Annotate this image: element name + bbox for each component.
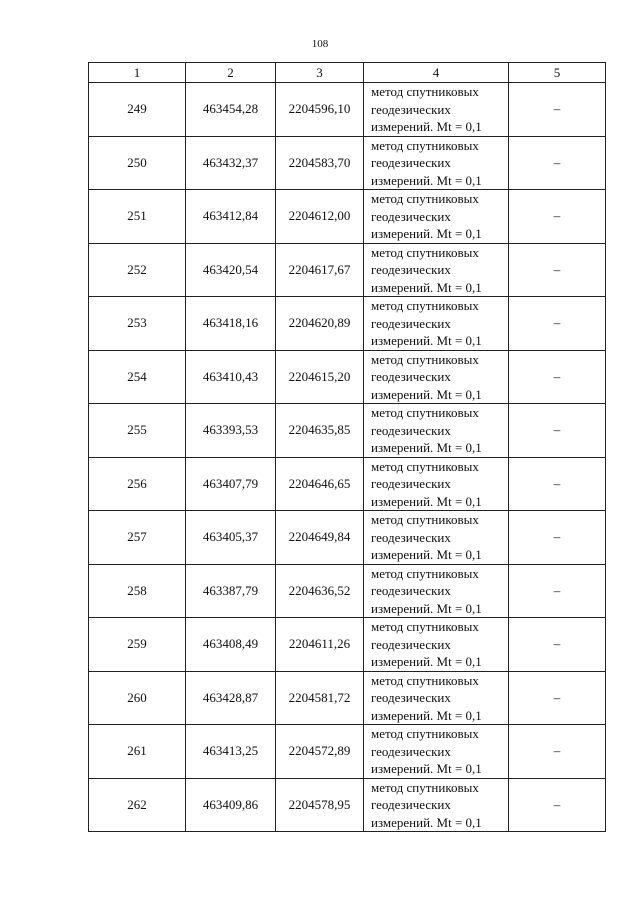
header-col-2: 2 xyxy=(186,63,276,83)
method-line-1: метод спутниковых xyxy=(371,458,479,474)
coordinate-y: 2204572,89 xyxy=(276,725,364,779)
note-cell: – xyxy=(509,243,606,297)
coordinate-y: 2204620,89 xyxy=(276,297,364,351)
table-row xyxy=(89,190,606,244)
method-cell xyxy=(364,511,509,565)
method-line-3: измерений. Mt = 0,1 xyxy=(371,386,482,402)
method-line-1: метод спутниковых xyxy=(371,512,479,527)
method-line-1: метод спутниковых xyxy=(371,84,479,99)
header-col-4: 4 xyxy=(364,63,509,83)
coordinate-y: 2204612,00 xyxy=(276,190,364,244)
coordinate-y: 2204636,52 xyxy=(276,564,364,618)
point-number: 255 xyxy=(89,404,186,458)
header-col-5: 5 xyxy=(509,63,606,83)
method-line-3: измерений. Mt = 0,1 xyxy=(371,493,482,509)
point-number: 251 xyxy=(89,190,186,244)
coordinate-y: 2204646,65 xyxy=(276,457,364,511)
coordinate-y: 2204583,70 xyxy=(276,136,364,190)
coordinate-x: 463410,43 xyxy=(186,350,276,404)
point-number: 257 xyxy=(89,511,186,565)
method-line-2: геодезических xyxy=(371,315,451,331)
method-line-1: метод спутниковых xyxy=(371,191,479,206)
note-cell: – xyxy=(509,457,606,511)
method-cell xyxy=(364,83,509,137)
method-line-2: геодезических xyxy=(371,208,451,224)
method-line-3: измерений. Mt = 0,1 xyxy=(371,814,482,830)
coordinate-x: 463405,37 xyxy=(186,511,276,565)
method-cell xyxy=(364,190,509,244)
coordinate-x: 463408,49 xyxy=(186,618,276,672)
coordinate-x: 463418,16 xyxy=(186,297,276,351)
coordinate-y: 2204581,72 xyxy=(276,671,364,725)
method-line-2: геодезических xyxy=(371,369,451,384)
note-cell: – xyxy=(509,190,606,244)
method-line-3: измерений. Mt = 0,1 xyxy=(371,440,482,455)
method-line-3: измерений. Mt = 0,1 xyxy=(371,226,482,241)
method-line-3: измерений. Mt = 0,1 xyxy=(371,172,482,188)
note-cell: – xyxy=(509,778,606,832)
method-cell xyxy=(364,243,509,297)
method-line-1: метод спутниковых xyxy=(371,298,479,313)
note-cell: – xyxy=(509,83,606,137)
method-line-1: метод спутниковых xyxy=(371,405,479,420)
method-line-3: измерений. Mt = 0,1 xyxy=(371,279,482,295)
note-cell: – xyxy=(509,671,606,725)
table-row xyxy=(89,457,606,511)
method-cell xyxy=(364,404,509,458)
table-header xyxy=(89,63,606,83)
method-line-2: геодезических xyxy=(371,797,451,812)
method-cell xyxy=(364,457,509,511)
point-number: 259 xyxy=(89,618,186,672)
note-cell: – xyxy=(509,725,606,779)
header-col-1: 1 xyxy=(89,63,186,83)
table-row xyxy=(89,671,606,725)
method-cell xyxy=(364,136,509,190)
point-number: 249 xyxy=(89,83,186,137)
table-row xyxy=(89,778,606,832)
coordinate-y: 2204649,84 xyxy=(276,511,364,565)
method-line-2: геодезических xyxy=(371,101,451,117)
method-line-2: геодезических xyxy=(371,262,451,277)
table-row xyxy=(89,297,606,351)
method-line-3: измерений. Mt = 0,1 xyxy=(371,600,482,616)
note-cell: – xyxy=(509,350,606,404)
method-cell xyxy=(364,671,509,725)
table-row xyxy=(89,564,606,618)
point-number: 260 xyxy=(89,671,186,725)
method-line-1: метод спутниковых xyxy=(371,244,479,260)
coordinate-y: 2204635,85 xyxy=(276,404,364,458)
coordinate-x: 463454,28 xyxy=(186,83,276,137)
table-body xyxy=(89,83,606,832)
method-cell xyxy=(364,618,509,672)
page-number: 108 xyxy=(311,38,329,50)
method-line-1: метод спутниковых xyxy=(371,565,479,581)
coordinate-x: 463432,37 xyxy=(186,136,276,190)
point-number: 254 xyxy=(89,350,186,404)
method-line-2: геодезических xyxy=(371,476,451,491)
method-line-2: геодезических xyxy=(371,743,451,759)
method-line-3: измерений. Mt = 0,1 xyxy=(371,761,482,776)
note-cell: – xyxy=(509,564,606,618)
method-line-1: метод спутниковых xyxy=(371,726,479,741)
method-line-1: метод спутниковых xyxy=(371,137,479,153)
coordinate-y: 2204578,95 xyxy=(276,778,364,832)
header-col-3: 3 xyxy=(276,63,364,83)
method-line-1: метод спутниковых xyxy=(371,672,479,688)
header-row xyxy=(89,63,606,83)
point-number: 250 xyxy=(89,136,186,190)
method-cell xyxy=(364,350,509,404)
note-cell: – xyxy=(509,404,606,458)
point-number: 261 xyxy=(89,725,186,779)
method-line-2: геодезических xyxy=(371,529,451,545)
table-row xyxy=(89,618,606,672)
table-row xyxy=(89,243,606,297)
note-cell: – xyxy=(509,511,606,565)
method-line-3: измерений. Mt = 0,1 xyxy=(371,654,482,669)
point-number: 262 xyxy=(89,778,186,832)
method-line-3: измерений. Mt = 0,1 xyxy=(371,547,482,562)
method-line-3: измерений. Mt = 0,1 xyxy=(371,119,482,134)
note-cell: – xyxy=(509,297,606,351)
method-cell xyxy=(364,564,509,618)
coordinate-x: 463428,87 xyxy=(186,671,276,725)
coordinate-y: 2204615,20 xyxy=(276,350,364,404)
note-cell: – xyxy=(509,136,606,190)
method-line-2: геодезических xyxy=(371,422,451,438)
coordinate-x: 463412,84 xyxy=(186,190,276,244)
method-cell xyxy=(364,725,509,779)
table-row xyxy=(89,136,606,190)
method-cell xyxy=(364,297,509,351)
coordinate-y: 2204611,26 xyxy=(276,618,364,672)
table-row xyxy=(89,404,606,458)
method-line-3: измерений. Mt = 0,1 xyxy=(371,707,482,723)
table-row xyxy=(89,725,606,779)
coordinate-x: 463420,54 xyxy=(186,243,276,297)
coordinate-x: 463387,79 xyxy=(186,564,276,618)
method-line-1: метод спутниковых xyxy=(371,779,479,795)
coordinate-x: 463409,86 xyxy=(186,778,276,832)
point-number: 258 xyxy=(89,564,186,618)
method-line-1: метод спутниковых xyxy=(371,351,479,367)
method-line-2: геодезических xyxy=(371,583,451,598)
table-row xyxy=(89,511,606,565)
coordinates-table xyxy=(88,62,606,832)
coordinate-x: 463413,25 xyxy=(186,725,276,779)
coordinate-x: 463407,79 xyxy=(186,457,276,511)
method-cell xyxy=(364,778,509,832)
method-line-2: геодезических xyxy=(371,155,451,170)
method-line-2: геодезических xyxy=(371,690,451,705)
note-cell: – xyxy=(509,618,606,672)
table-row xyxy=(89,350,606,404)
method-line-1: метод спутниковых xyxy=(371,619,479,634)
coordinate-x: 463393,53 xyxy=(186,404,276,458)
point-number: 252 xyxy=(89,243,186,297)
method-line-2: геодезических xyxy=(371,636,451,652)
table-row xyxy=(89,83,606,137)
point-number: 253 xyxy=(89,297,186,351)
method-line-3: измерений. Mt = 0,1 xyxy=(371,333,482,348)
coordinate-y: 2204617,67 xyxy=(276,243,364,297)
point-number: 256 xyxy=(89,457,186,511)
coordinate-y: 2204596,10 xyxy=(276,83,364,137)
